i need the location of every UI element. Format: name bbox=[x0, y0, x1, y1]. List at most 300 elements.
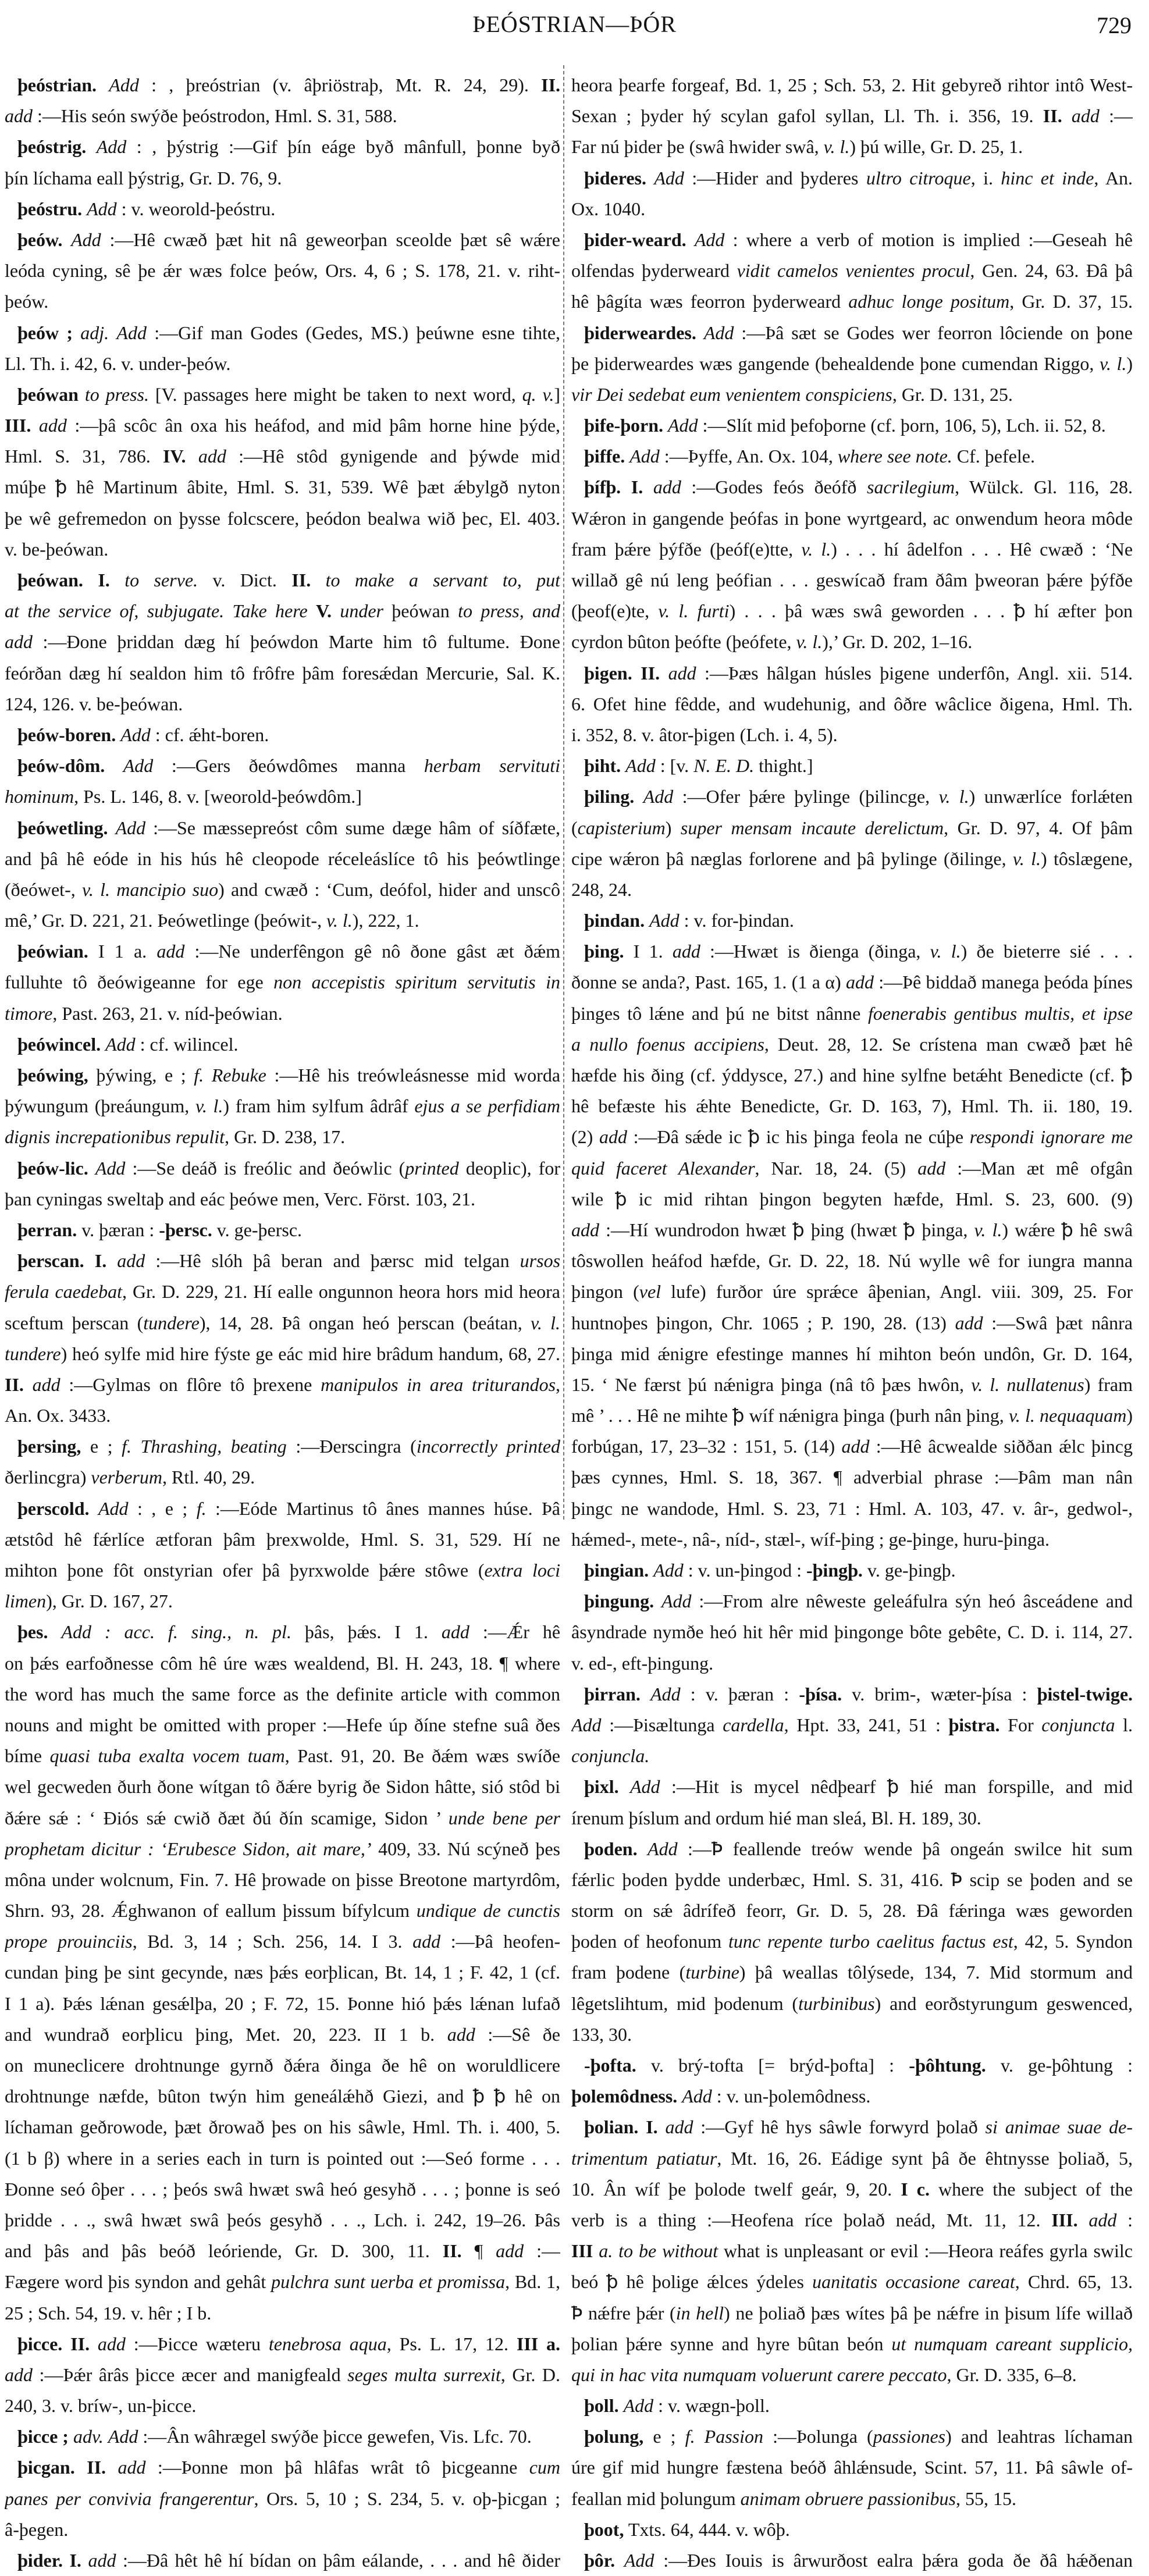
text bbox=[638, 2116, 646, 2137]
entry-line bbox=[5, 2514, 560, 2545]
italic-text: limen bbox=[5, 1591, 47, 1612]
text: :— bbox=[524, 2240, 560, 2262]
text: deoplic), for bbox=[458, 1157, 560, 1179]
text: i. 352, 8. v. âtor-þigen (Lch. i. 4, 5). bbox=[571, 724, 838, 745]
text: ) wǽre ꝥ hê swâ bbox=[1002, 1219, 1133, 1240]
entry-line-headword bbox=[571, 472, 1133, 503]
italic-text: Add bbox=[661, 1591, 692, 1612]
entry-line bbox=[571, 1865, 1133, 1895]
entry-line bbox=[5, 1988, 560, 2019]
italic-text: seges multa surrexit bbox=[347, 2364, 501, 2385]
entry-line bbox=[5, 255, 560, 286]
italic-text: v. l. bbox=[974, 1219, 1002, 1240]
entry-line bbox=[571, 1926, 1133, 1957]
headword: þingung. bbox=[584, 1591, 654, 1612]
entry-line bbox=[571, 1308, 1133, 1339]
headword: þider. bbox=[17, 2550, 63, 2571]
headword: þirran. bbox=[584, 1683, 641, 1705]
italic-text: cardella bbox=[723, 1714, 784, 1735]
headword: þeówian. bbox=[17, 941, 88, 962]
text: , Gr. D. 131, 25. bbox=[892, 383, 1013, 405]
text: þeówan bbox=[383, 600, 458, 622]
text: wile ꝥ ic mid rihtan þingon begyten hæfde, Hml. S. 23, 600. (9) bbox=[571, 1188, 1133, 1209]
text: , 55, 15. bbox=[955, 2488, 1016, 2509]
text: on muneclicere drohtnunge gyrnð ðǽra ðinga ðe hê on woruldlicere bbox=[5, 2055, 560, 2076]
entry-line-headword bbox=[5, 1246, 560, 1276]
text bbox=[658, 2116, 666, 2137]
text: cyrdon bûton þeófte (þeófete, bbox=[571, 631, 796, 653]
headword: þeów-boren. bbox=[17, 724, 116, 745]
text: ) ðe bieterre sié . . . bbox=[961, 941, 1133, 962]
text: : v. un-þolemôdness. bbox=[712, 2086, 871, 2107]
entry-line bbox=[571, 2267, 1133, 2297]
text: Đonne seó ôþer . . . ; þeós swâ hwæt swâ heó gesyhð . . . ; þonne is seó bbox=[5, 2178, 560, 2200]
text: olfendas þyderweard bbox=[571, 260, 737, 282]
text: cundan þing þe sint gecynde, næs þǽs eorþlican, Bt. 14, 1 ; F. 42, 1 (cf. bbox=[5, 1962, 560, 1983]
entry-line bbox=[571, 70, 1133, 101]
italic-text: Rebuke bbox=[211, 1065, 266, 1086]
text: ðǽre sǽ : ‘ Điós sǽ cwið ðæt ðú ðín scamige, Sidon ’ bbox=[5, 1807, 449, 1828]
headword: II. bbox=[541, 74, 560, 95]
text: 6. Ofet hine fêdde, and wudehunig, and ôðre wâclice ðigena, Hml. Th. bbox=[571, 693, 1133, 714]
text: mê ’ . . . Hê ne mihte ꝥ wíf nǽnigra þinga (þurh nân þing, bbox=[571, 1405, 1009, 1426]
italic-text: Add bbox=[71, 229, 101, 250]
text: forbúgan, 17, 23–32 : 151, 5. (14) bbox=[571, 1436, 842, 1457]
entry-line bbox=[5, 1741, 560, 1771]
text: ( bbox=[571, 817, 578, 838]
text: , Rtl. 40, 29. bbox=[162, 1467, 255, 1488]
text: :—Godes feós ðeófð bbox=[681, 476, 867, 498]
entry-line bbox=[5, 658, 560, 689]
italic-text: vir Dei sedebat eum venientem conspiciens bbox=[571, 383, 892, 405]
text bbox=[645, 910, 649, 931]
text: 124, 126. v. be-þeówan. bbox=[5, 693, 183, 714]
headword: II. bbox=[291, 570, 311, 590]
entry-line bbox=[5, 1957, 560, 1988]
italic-text: v. l. bbox=[1099, 353, 1127, 374]
entry-line bbox=[5, 1555, 560, 1586]
entry-line bbox=[5, 905, 560, 936]
text: :—Đâ sǽde ic ꝥ ic his þinga feola ne cúþe bbox=[627, 1126, 970, 1148]
text: lêgetslihtum, mid þodenum ( bbox=[571, 1993, 799, 2014]
italic-text: N. E. D. bbox=[693, 755, 755, 777]
italic-text: non accepistis spiritum servitutis in bbox=[273, 972, 560, 993]
headword: þerscan. bbox=[17, 1250, 84, 1272]
text: (þeof(e)te, bbox=[571, 600, 659, 622]
text: líchaman geðrowode, þæt ðrowað þes on his sâwle, Hml. Th. i. 400, 5. bbox=[5, 2116, 560, 2138]
text bbox=[643, 476, 653, 497]
entry-line bbox=[5, 2484, 560, 2514]
italic-text: conjuncla. bbox=[571, 1745, 650, 1767]
text: þæs cynnes, Hml. S. 18, 367. ¶ adverbial phrase :—Þâm man nân bbox=[571, 1467, 1133, 1488]
entry-line bbox=[5, 441, 560, 472]
text bbox=[116, 724, 120, 745]
entry-line bbox=[571, 2298, 1133, 2329]
entry-line bbox=[571, 627, 1133, 657]
text: sceftum þerscan ( bbox=[5, 1312, 144, 1333]
text: huntnoþes þingon, Chr. 1065 ; P. 190, 28. (13) bbox=[571, 1312, 955, 1333]
headword: þiderweardes. bbox=[584, 322, 696, 343]
italic-text: Add bbox=[571, 1714, 602, 1735]
text bbox=[90, 1498, 98, 1519]
entry-line-headword bbox=[5, 379, 560, 410]
italic-text: Add bbox=[105, 1033, 136, 1055]
italic-text: Add bbox=[96, 136, 127, 158]
text: , Nar. 18, 24. (5) bbox=[755, 1157, 918, 1179]
entry-line bbox=[5, 1895, 560, 1926]
text: beó ꝥ hê þolige ǽlces ýdeles bbox=[571, 2271, 813, 2293]
text: :—Gers ðeówdômes manna bbox=[153, 755, 424, 777]
italic-text: ursos bbox=[520, 1250, 560, 1272]
text: :—Man æt mê ofgân bbox=[945, 1157, 1133, 1179]
text: :—Ofer þǽre þylinge (þilincge, bbox=[673, 786, 939, 807]
italic-text: sacrilegium bbox=[867, 476, 955, 498]
entry-line bbox=[571, 1215, 1133, 1246]
text: :—Hê stôd gynigende and þýwde mid bbox=[226, 446, 560, 467]
text: ), 222, 1. bbox=[352, 910, 419, 931]
text: þe þiderweardes wæs gangende (behealdende þone cumendan Riggo, bbox=[571, 353, 1100, 374]
italic-text: add bbox=[5, 2364, 33, 2385]
italic-text: Thrashing, beating bbox=[140, 1436, 287, 1457]
entry-line bbox=[5, 689, 560, 720]
text bbox=[641, 1684, 650, 1705]
italic-text: q. v. bbox=[522, 383, 554, 405]
headword: þigen. bbox=[584, 662, 632, 684]
text: þeów. bbox=[5, 291, 49, 312]
italic-text: prope prouinciis bbox=[5, 1931, 133, 1952]
text: þinga mid ǽnigre efestinge mannes hí mihton beón undôn, Gr. D. 164, bbox=[571, 1343, 1133, 1364]
text: ) fram him sylfum âdrâf bbox=[223, 1095, 415, 1117]
text: þâs, þǽs. I 1. bbox=[291, 1621, 442, 1643]
headword: þife-þorn. bbox=[584, 415, 663, 436]
text: ) . . . hí âdelfon . . . Hê cwæð : ‘Ne bbox=[831, 538, 1133, 560]
headword: þiling. bbox=[584, 786, 635, 807]
entry-line bbox=[5, 1369, 560, 1400]
italic-text: vidit camelos venientes procul bbox=[737, 260, 970, 282]
text: storm on sǽ âdrífeð feorr, Gr. D. 5, 28. Đâ fǽringa wæs geworden bbox=[571, 1900, 1133, 1922]
entry-line-headword bbox=[5, 2421, 560, 2452]
headword: I. bbox=[98, 570, 110, 590]
text bbox=[646, 168, 654, 188]
italic-text: add bbox=[156, 941, 185, 962]
text: :—Đone þriddan dæg hí þeówdon Marte him tô fultume. Đone bbox=[33, 631, 560, 653]
entry-line-headword bbox=[5, 1431, 560, 1462]
text bbox=[81, 2550, 88, 2571]
text: :—Þisæltunga bbox=[601, 1714, 723, 1735]
entry-line-headword bbox=[571, 318, 1133, 348]
entry-line-headword bbox=[5, 70, 560, 101]
text: ) and eorðstyrungum geswenced, bbox=[874, 1993, 1133, 2014]
italic-text: Add bbox=[630, 1776, 660, 1798]
text bbox=[31, 415, 39, 436]
headword: þistel-twige. bbox=[1037, 1683, 1133, 1705]
italic-text: Add bbox=[668, 415, 698, 436]
entry-line-headword bbox=[5, 2452, 560, 2483]
italic-text: Add bbox=[694, 229, 725, 250]
entry-line bbox=[571, 689, 1133, 720]
entry-line bbox=[571, 2484, 1133, 2514]
italic-text: quid faceret Alexander bbox=[571, 1157, 755, 1179]
italic-text: hinc et inde bbox=[1001, 167, 1094, 188]
text: â-þegen. bbox=[5, 2518, 69, 2540]
italic-text: Add bbox=[625, 755, 656, 777]
entry-line bbox=[5, 1524, 560, 1555]
entry-line-headword bbox=[5, 1617, 560, 1648]
text: hê þâgíta wæs feorron þyderweard bbox=[571, 291, 849, 312]
text bbox=[90, 2333, 98, 2354]
italic-text: add bbox=[841, 1436, 870, 1457]
text: heora þearfe forgeaf, Bd. 1, 25 ; Sch. 53, 2. Hit gebyreð rihtor intô West- bbox=[571, 74, 1133, 95]
text: :—Þicce wæteru bbox=[125, 2333, 269, 2354]
italic-text: v. l. furti bbox=[658, 600, 730, 622]
text: I 1. bbox=[624, 941, 673, 962]
italic-text: add bbox=[496, 2240, 524, 2262]
entry-line bbox=[5, 286, 560, 317]
entry-line-headword bbox=[571, 658, 1133, 689]
entry-line-headword bbox=[5, 750, 560, 781]
entry-line bbox=[5, 2174, 560, 2205]
text bbox=[654, 1591, 661, 1611]
entry-line-headword bbox=[571, 163, 1133, 194]
italic-text: qui in hac vita numquam voluerunt carere peccato bbox=[571, 2364, 947, 2385]
text: :—Gif man Godes (Gedes, MS.) þeúwne esne tihte, bbox=[146, 322, 560, 343]
text bbox=[649, 1560, 653, 1581]
text: :—Þâ sæt se Godes wer feorron lôciende on þone bbox=[734, 322, 1133, 343]
italic-text: v. l. nullatenus bbox=[971, 1374, 1084, 1395]
headword: -þingþ. bbox=[806, 1560, 863, 1581]
entry-line bbox=[5, 1586, 560, 1617]
entry-line-headword bbox=[571, 936, 1133, 967]
italic-text: timore bbox=[5, 1002, 53, 1024]
italic-text: Add bbox=[649, 910, 680, 931]
italic-text: verberum bbox=[91, 1467, 162, 1488]
entry-line bbox=[5, 874, 560, 905]
entry-line-headword bbox=[571, 750, 1133, 781]
text: (1 b β) where in a series each in turn is pointed out :—Seó forme . . . bbox=[5, 2147, 560, 2169]
text bbox=[104, 2426, 108, 2447]
entry-line bbox=[5, 2236, 560, 2267]
text: : v. wægn-þoll. bbox=[653, 2395, 770, 2417]
text: , Hpt. 33, 241, 51 : bbox=[784, 1714, 949, 1735]
text: 15. ‘ Ne færst þú nǽnigra þinga (nâ tô þæs hwôn, bbox=[571, 1374, 972, 1395]
headword: -þersc. bbox=[159, 1219, 212, 1240]
headword: þixl. bbox=[584, 1776, 619, 1798]
italic-text: add bbox=[1088, 2209, 1117, 2230]
italic-text: Add bbox=[648, 1838, 678, 1859]
text: 10. Ân wíf þe þolode twelf geár, 9, 20. bbox=[571, 2178, 901, 2200]
entry-line bbox=[5, 596, 560, 627]
headword: þerscold. bbox=[17, 1497, 90, 1519]
text: [V. passages here might be taken to next word, bbox=[148, 383, 522, 405]
headword: þeóstru. bbox=[17, 198, 83, 219]
headword: II. bbox=[70, 2333, 90, 2354]
entry-line bbox=[571, 1431, 1133, 1462]
text: nouns and might be omitted with proper :—Hefe úp ðíne stefne suâ ðes bbox=[5, 1714, 560, 1735]
text: l. bbox=[1115, 1714, 1133, 1735]
entry-line bbox=[571, 1153, 1133, 1184]
entry-line-headword bbox=[5, 318, 560, 348]
headword: -þôhtung. bbox=[909, 2055, 986, 2076]
text bbox=[110, 570, 124, 590]
text bbox=[615, 2550, 624, 2571]
text bbox=[625, 446, 629, 467]
entry-line bbox=[571, 1895, 1133, 1926]
text: on þǽs earfoðnesse côm hê úre wæs wealdend, Bl. H. 243, 18. ¶ where bbox=[5, 1652, 560, 1674]
text bbox=[1062, 105, 1072, 126]
text: hǽmed-, mete-, nâ-, níd-, stæl-, wíf-þing ; ge-þinge, huru-þinga. bbox=[571, 1528, 1050, 1550]
entry-line bbox=[571, 2081, 1133, 2112]
text: þoden of heofonum bbox=[571, 1931, 729, 1952]
text: (2) bbox=[571, 1126, 599, 1148]
text: þolian þǽre synne and hyre bûtan beón bbox=[571, 2333, 892, 2354]
text bbox=[619, 1776, 630, 1797]
text: , Past. 91, 20. Be ðǽm wæs swíðe bbox=[284, 1745, 560, 1767]
text: willað gê nú leng þeófian . . . geswícað fram ðâm þweoran þǽre þýfðe bbox=[571, 570, 1133, 590]
text bbox=[621, 476, 631, 497]
text bbox=[131, 1436, 141, 1457]
italic-text: add bbox=[571, 1219, 599, 1240]
text: ) unwærlíce forlǽten bbox=[969, 786, 1133, 807]
text bbox=[686, 229, 695, 250]
entry-line-headword bbox=[5, 194, 560, 225]
text: :—Hí wundrodon hwæt ꝥ þing (hwæt ꝥ þinga, bbox=[599, 1219, 974, 1240]
text: : v. for-þindan. bbox=[679, 910, 794, 931]
italic-text: under bbox=[340, 600, 383, 622]
entry-line-headword bbox=[5, 1215, 560, 1246]
text: :—Hê slóh þâ beran and þærsc mid telgan bbox=[145, 1250, 520, 1272]
headword: þôr. bbox=[584, 2550, 616, 2571]
italic-text: cum bbox=[529, 2457, 560, 2478]
entry-line bbox=[571, 596, 1133, 627]
entry-line bbox=[5, 1339, 560, 1369]
text: :—Hê cwæð þæt hit nâ geweorþan sceolde þæt sê wǽre bbox=[101, 229, 560, 250]
text: hê befæste his ǽhte Benedicte, Gr. D. 163, 7), Hml. Th. ii. 180, 19. bbox=[571, 1095, 1133, 1117]
text: Ox. 1040. bbox=[571, 198, 646, 219]
entry-line bbox=[5, 2081, 560, 2112]
entry-line bbox=[571, 2452, 1133, 2483]
italic-text: incorrectly printed bbox=[416, 1436, 560, 1457]
text bbox=[593, 2240, 599, 2261]
italic-text: add bbox=[668, 662, 696, 684]
italic-text: adhuc longe positum bbox=[848, 291, 1010, 312]
text bbox=[82, 198, 87, 219]
text: , Gr. D. 37, 15. bbox=[1009, 291, 1133, 312]
text: , Mt. 16, 26. Eádige synt þâ ðe êhtnysse þoliað, 5, bbox=[717, 2147, 1133, 2169]
italic-text: adj. bbox=[80, 322, 109, 343]
text bbox=[619, 2395, 624, 2416]
italic-text: add bbox=[97, 2333, 126, 2354]
entry-line bbox=[5, 1308, 560, 1339]
italic-text: add bbox=[1071, 105, 1100, 127]
italic-text: super mensam incaute derelictum bbox=[680, 817, 944, 838]
text: ), 14, 28. Þâ ongan heó þerscan (beátan, bbox=[199, 1312, 531, 1333]
italic-text: v. l. bbox=[531, 1312, 560, 1333]
entry-line bbox=[5, 1091, 560, 1122]
text: :—His seón swýðe þeóstrodon, Hml. S. 31, 588. bbox=[33, 105, 397, 127]
text: Ꝥ nǽfre þǽr ( bbox=[571, 2302, 676, 2324]
text: 25 ; Sch. 54, 19. v. hêr ; I b. bbox=[5, 2302, 212, 2324]
column-divider bbox=[563, 65, 564, 1520]
text bbox=[638, 1838, 648, 1859]
text: þín líchama eall þýstrig, Gr. D. 76, 9. bbox=[5, 167, 282, 188]
text: :—Sê ðe bbox=[475, 2023, 560, 2045]
text bbox=[660, 663, 668, 684]
italic-text: respondi ignorare me bbox=[969, 1126, 1133, 1148]
headword: þicce. bbox=[17, 2333, 63, 2354]
italic-text: Add bbox=[109, 74, 139, 95]
text: what is unpleasant or evil :—Heora reáfes gyrla swilc bbox=[718, 2240, 1133, 2262]
text: âsyndrade nymðe heó hit hêr mid þingonge bôte gebête, C. D. i. 114, 27. bbox=[571, 1621, 1133, 1643]
text: :—Þonne mon þâ hlâfas wrât tô þicgeanne bbox=[145, 2457, 529, 2478]
italic-text: add bbox=[447, 2023, 475, 2045]
text bbox=[69, 2426, 73, 2447]
text: Ll. Th. i. 42, 6. v. under-þeów. bbox=[5, 353, 231, 374]
entry-line bbox=[5, 1462, 560, 1493]
entry-line bbox=[5, 2143, 560, 2174]
text: ætstôd hê fǽrlíce ætforan þâm þrexwolde, Hml. S. 31, 529. Hí ne bbox=[5, 1528, 560, 1550]
italic-text: ferula caedebat bbox=[5, 1281, 122, 1303]
italic-text: add bbox=[32, 1374, 61, 1395]
text: ) and leahtras líchaman bbox=[945, 2426, 1133, 2447]
entry-line bbox=[571, 379, 1133, 410]
text bbox=[621, 755, 625, 776]
text: I 1 a. bbox=[88, 941, 157, 962]
page-header bbox=[0, 0, 1149, 52]
entry-line bbox=[571, 565, 1133, 596]
text: :—Þâ heofen- bbox=[440, 1931, 560, 1952]
text: 240, 3. v. bríw-, un-þicce. bbox=[5, 2395, 197, 2417]
text: verb is a thing :—Heofena ríce þolað neád, Mt. 11, 12. bbox=[571, 2209, 1052, 2230]
entry-line-headword bbox=[571, 410, 1133, 441]
entry-line-headword bbox=[571, 2050, 1133, 2081]
italic-text: si animae suae de- bbox=[985, 2116, 1133, 2138]
headword: þoden. bbox=[584, 1838, 638, 1859]
text: where the subject of the bbox=[929, 2178, 1133, 2200]
italic-text: tunc repente turbo caelitus factus est bbox=[728, 1931, 1013, 1952]
entry-line bbox=[5, 1276, 560, 1307]
entry-line-headword bbox=[571, 441, 1133, 472]
italic-text: herbam servituti bbox=[424, 755, 560, 777]
text: :—Þolunga ( bbox=[763, 2426, 873, 2447]
text: Txts. 64, 444. v. wôþ. bbox=[624, 2518, 790, 2540]
text: : where a verb of motion is implied :—Geseah hê bbox=[724, 229, 1133, 250]
entry-line bbox=[571, 131, 1133, 162]
text: bíme bbox=[5, 1745, 50, 1767]
italic-text: Add : acc. f. sing., n. pl. bbox=[61, 1621, 291, 1643]
headword: III a. bbox=[516, 2333, 560, 2354]
text: :—Ân wâhrægel swýðe þicce gewefen, Vis. Lfc. 70. bbox=[138, 2426, 532, 2447]
text: v. ge-þingþ. bbox=[862, 1560, 956, 1581]
text: and þâs and þâs beóð leóriende, Gr. D. 300, 11. bbox=[5, 2240, 443, 2262]
italic-text: ultro citroque bbox=[866, 167, 971, 188]
text bbox=[106, 2457, 118, 2478]
text: v. brim-, wæter-þísa : bbox=[842, 1683, 1037, 1705]
text bbox=[332, 600, 340, 621]
italic-text: Add bbox=[643, 786, 674, 807]
italic-text: to press. bbox=[84, 383, 149, 405]
right-column bbox=[571, 70, 1133, 2576]
italic-text: dignis increpationibus repulit bbox=[5, 1126, 225, 1148]
text: ) heó sylfe mid hire fýste ge eác mid hire brâdum handum, 68, 27. bbox=[61, 1343, 560, 1364]
text: :—Đâ hêt hê hí bídan on þâm eálande, . . . and hê ðider bbox=[116, 2550, 560, 2571]
text: môna under wolcnum, Fin. 7. Hê þrowade on þisse Breotone martyrdôm, bbox=[5, 1869, 560, 1890]
text: fǽrlic þoden þydde underbæc, Hml. S. 31, 416. Ꝥ scip se þoden and se bbox=[571, 1869, 1133, 1890]
text: , Ps. L. 146, 8. v. [weorold-þeówdôm.] bbox=[74, 786, 362, 807]
italic-text: Add bbox=[682, 2086, 712, 2107]
entry-line bbox=[5, 2267, 560, 2297]
text: the word has much the same force as the definite article with common bbox=[5, 1683, 560, 1705]
italic-text: add bbox=[117, 1250, 145, 1272]
